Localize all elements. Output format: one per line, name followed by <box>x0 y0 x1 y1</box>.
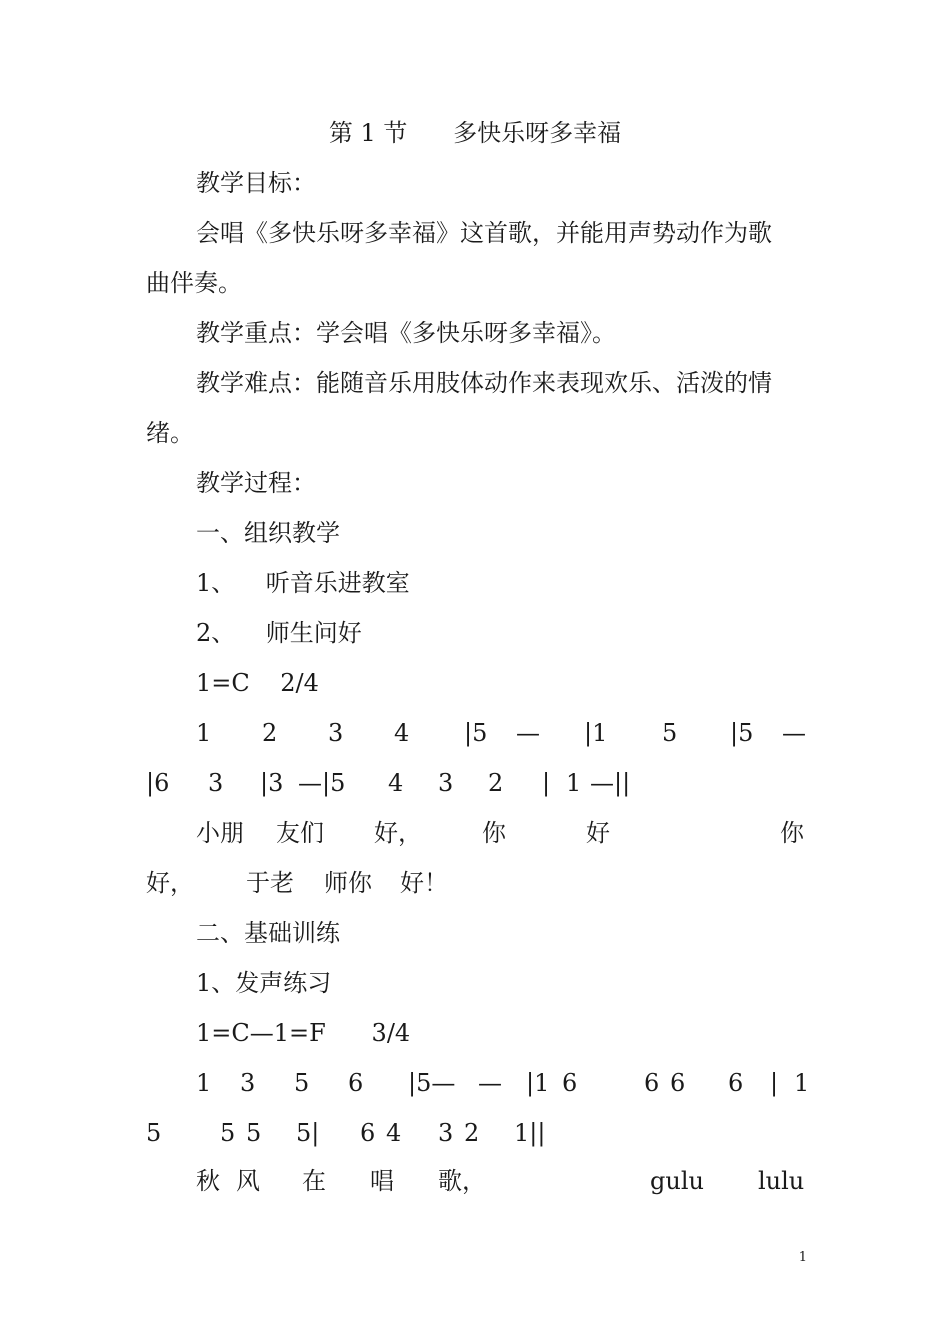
lyric: 歌， <box>438 1167 486 1195</box>
lyric: 好， <box>374 819 422 847</box>
note: 2 <box>464 1119 480 1147</box>
note: |6 <box>146 769 170 797</box>
note: —|| <box>590 769 631 797</box>
note: 5 <box>294 1069 310 1097</box>
note: | <box>770 1069 779 1097</box>
note: 6 <box>562 1069 578 1097</box>
note: |3 <box>260 769 284 797</box>
note: —|5 <box>298 769 346 797</box>
paragraph-difficulty-line1: 教学难点：能随音乐用肢体动作来表现欢乐、活泼的情 <box>196 369 772 397</box>
lyric: 风 <box>236 1167 260 1195</box>
note: 6 <box>644 1069 660 1097</box>
section-title: 第 1 节 多快乐呀多幸福 <box>328 119 622 147</box>
note: 1 <box>196 1069 212 1097</box>
lyric: 唱 <box>370 1167 394 1195</box>
note: 6 <box>670 1069 686 1097</box>
lyric: 秋 <box>196 1167 220 1195</box>
lyric: 你 <box>780 819 804 847</box>
note: — <box>782 719 806 747</box>
note: 5 <box>146 1119 162 1147</box>
paragraph-objectives-heading: 教学目标： <box>196 169 316 197</box>
note: |5 <box>464 719 488 747</box>
note: |1 <box>526 1069 550 1097</box>
note: 3 <box>438 769 454 797</box>
paragraph-step-2: 2、 师生问好 <box>196 619 362 647</box>
lyric: 于老 <box>246 869 294 897</box>
paragraph-key-point: 教学重点：学会唱《多快乐呀多幸福》。 <box>196 319 616 347</box>
note: 2 <box>262 719 278 747</box>
paragraph-key-signature-1: 1=C 2/4 <box>196 669 319 697</box>
note: 6 <box>348 1069 364 1097</box>
lyric: 师你 <box>324 869 372 897</box>
paragraph-vocal-exercise: 1、发声练习 <box>196 969 332 997</box>
note: 5 <box>662 719 678 747</box>
note: 6 <box>728 1069 744 1097</box>
paragraph-section-2: 二、基础训练 <box>196 919 340 947</box>
note: 5 <box>220 1119 236 1147</box>
note: 4 <box>388 769 404 797</box>
note: 3 <box>240 1069 256 1097</box>
note: 5 <box>246 1119 262 1147</box>
lyric: 小朋 <box>196 819 244 847</box>
lyric: lulu <box>758 1167 805 1195</box>
note: 4 <box>394 719 410 747</box>
note: 1 <box>196 719 212 747</box>
lyric: 你 <box>482 819 506 847</box>
note: 1 <box>566 769 582 797</box>
note: 3 <box>438 1119 454 1147</box>
note: 3 <box>208 769 224 797</box>
note: 5| <box>296 1119 320 1147</box>
note: 1 <box>794 1069 810 1097</box>
lyric: 好！ <box>400 869 448 897</box>
note: — <box>478 1069 502 1097</box>
note: 1|| <box>514 1119 546 1147</box>
paragraph-difficulty-line2: 绪。 <box>146 419 194 447</box>
paragraph-key-signature-2: 1=C—1=F 3/4 <box>196 1019 411 1047</box>
paragraph-process-heading: 教学过程： <box>196 469 316 497</box>
paragraph-objectives-line2: 曲伴奏。 <box>146 269 242 297</box>
note: |5— <box>408 1069 456 1097</box>
note: 2 <box>488 769 504 797</box>
note: 3 <box>328 719 344 747</box>
lyric: gulu <box>650 1167 704 1195</box>
page-number: 1 <box>798 1250 807 1265</box>
paragraph-objectives-line1: 会唱《多快乐呀多幸福》这首歌，并能用声势动作为歌 <box>196 219 772 247</box>
lyric: 友们 <box>276 819 324 847</box>
note: 6 <box>360 1119 376 1147</box>
lyric: 好 <box>586 819 610 847</box>
paragraph-section-1: 一、组织教学 <box>196 519 340 547</box>
lyric: 在 <box>302 1167 326 1195</box>
note: 4 <box>386 1119 402 1147</box>
note: — <box>516 719 540 747</box>
note: |1 <box>584 719 608 747</box>
note: | <box>542 769 551 797</box>
paragraph-step-1: 1、 听音乐进教室 <box>196 569 410 597</box>
note: |5 <box>730 719 754 747</box>
lyric: 好， <box>146 869 194 897</box>
